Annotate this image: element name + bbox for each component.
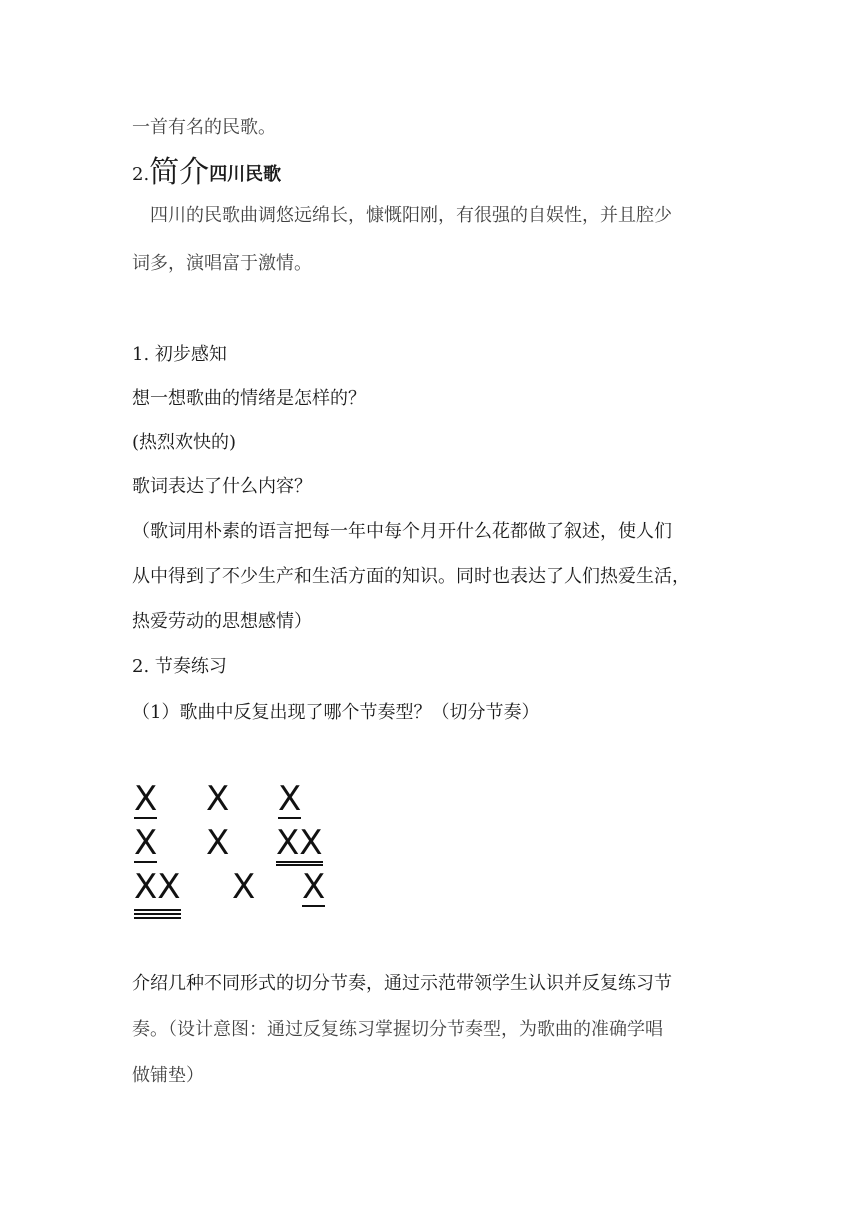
rhythm-note: X [134, 779, 158, 819]
rhythm-note: XX [276, 826, 323, 866]
rhythm-note: X [278, 779, 302, 819]
question: （1）歌曲中反复出现了哪个节奏型？（切分节奏） [132, 702, 540, 723]
answer: 从中得到了不少生产和生活方面的知识。同时也表达了人们热爱生活， [132, 566, 690, 587]
text-line: 一首有名的民歌。 [132, 117, 276, 138]
subheading: 2. 节奏练习 [132, 656, 227, 677]
answer: 热爱劳动的思想感情） [132, 611, 312, 632]
paragraph-line: 词多，演唱富于激情。 [132, 253, 312, 274]
heading-big-text: 简介 [149, 155, 210, 190]
paragraph-line: 做铺垫） [132, 1065, 204, 1086]
rhythm-note: X [206, 779, 230, 819]
paragraph-line: 奏。（设计意图：通过反复练习掌握切分节奏型，为歌曲的准确学唱 [132, 1019, 663, 1040]
heading-number: 2. [132, 164, 150, 185]
paragraph-line: 介绍几种不同形式的切分节奏，通过示范带领学生认识并反复练习节 [132, 973, 672, 994]
rhythm-note: X [302, 867, 326, 907]
rhythm-pattern-figure [132, 778, 372, 918]
section-heading [132, 155, 281, 191]
rhythm-note: X [232, 867, 256, 907]
question: 想一想歌曲的情绪是怎样的？ [132, 388, 366, 409]
answer: (热烈欢快的) [132, 432, 237, 453]
rhythm-note: X [206, 823, 230, 863]
subheading: 1. 初步感知 [132, 344, 227, 365]
rhythm-note: X [134, 823, 158, 863]
paragraph-line: 四川的民歌曲调悠远绵长，慷慨阳刚，有很强的自娱性，并且腔少 [132, 205, 672, 226]
rhythm-note: XX [134, 867, 181, 907]
heading-title: 四川民歌 [209, 164, 282, 185]
question: 歌词表达了什么内容？ [132, 476, 312, 497]
answer: （歌词用朴素的语言把每一年中每个月开什么花都做了叙述，使人们 [132, 521, 672, 542]
